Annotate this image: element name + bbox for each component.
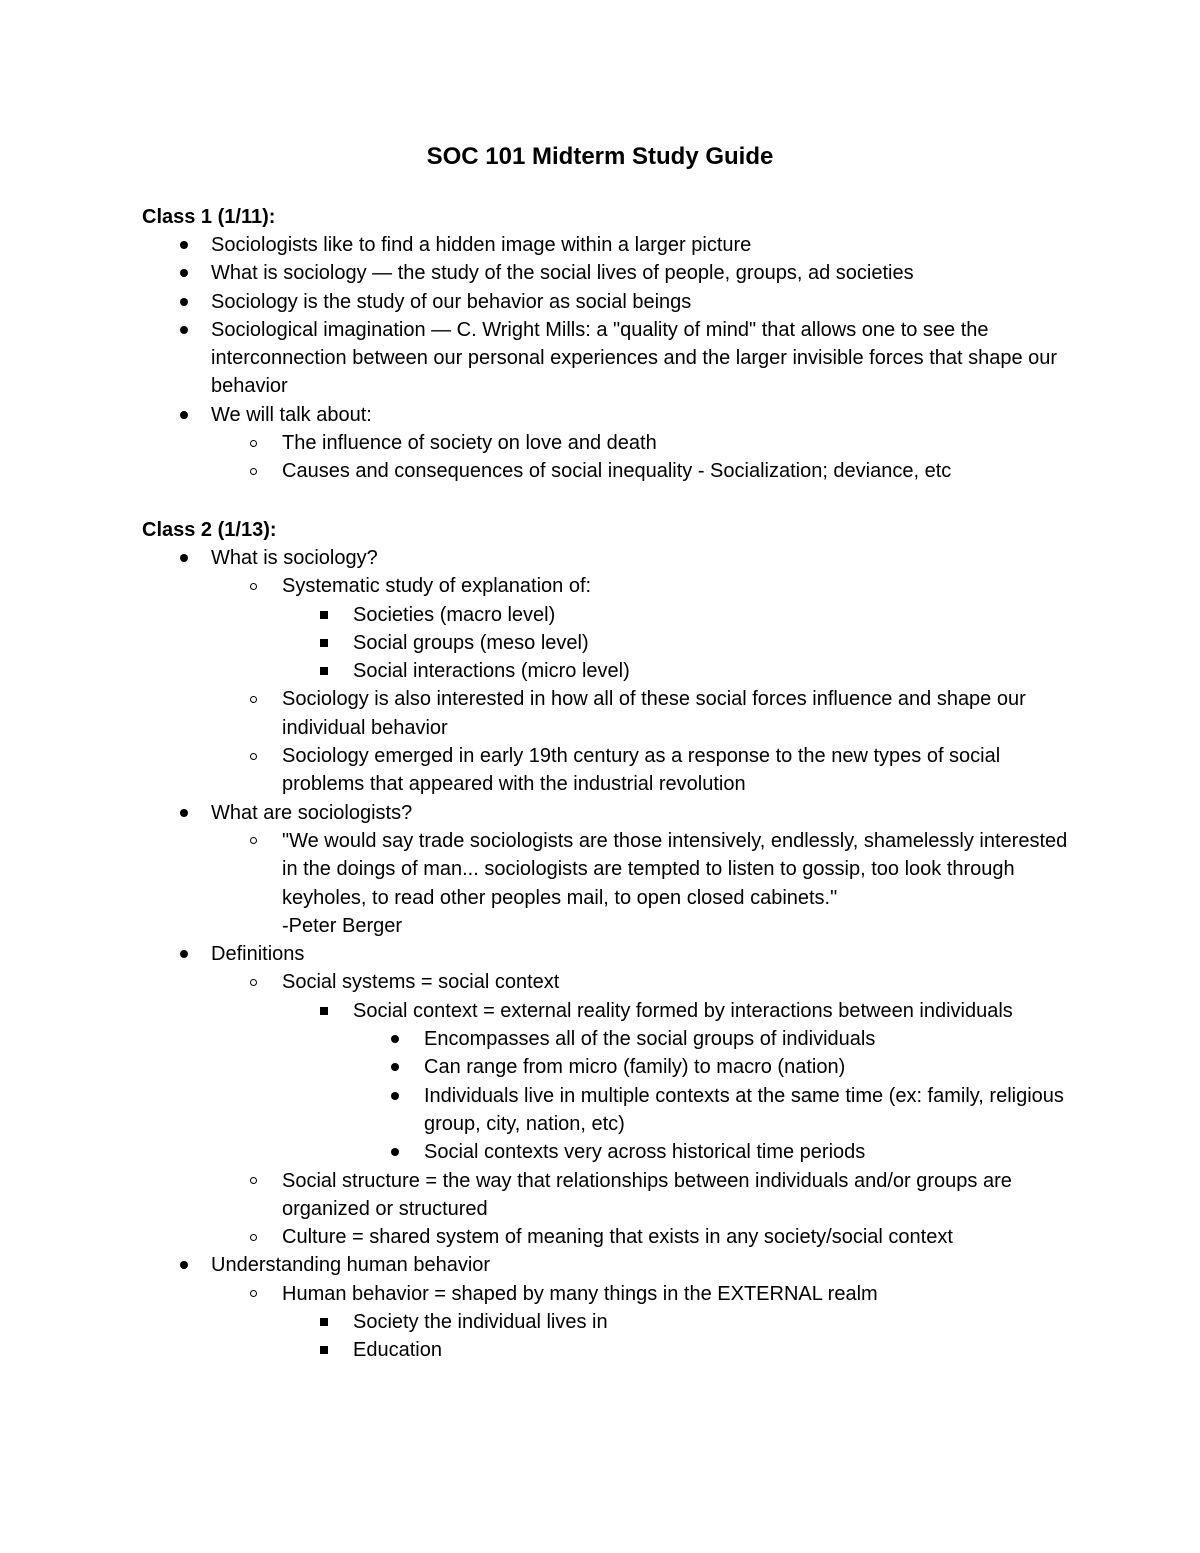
bullet-square-icon [320, 1346, 328, 1354]
list-item: What are sociologists? "We would say trade sociologists are those intensively, endlessly, shamelessly interested in the doings of man... sociologists are tempted to listen to gossip, too look through keyholes, to read other peoples mail, to open closed cabinets." -Peter Berger [142, 799, 1072, 940]
list-item: Social context = external reality formed by interactions between individuals Encompasses all of the social groups of individuals Can range from micro (family) to macro (nation) Individuals live in multiple contexts at the same time (ex: family, religious group, city, nation, etc) Social contexts very across historical time periods [282, 997, 1072, 1167]
bullet-dot-icon [391, 1063, 399, 1071]
bullet-dot-icon [180, 411, 188, 419]
bullet-square-icon [320, 611, 328, 619]
bullet-dot-icon [180, 950, 188, 958]
bullet-dot-icon [391, 1092, 399, 1100]
bullet-circle-icon [250, 837, 257, 844]
list-item: Definitions Social systems = social context Social context = external reality formed by interactions between individuals Encompasses all of the social groups of individuals Can range from micro (family) to macro (nation) Individuals live in multiple contexts at the same time (ex: family, religious group, city, nation, etc) Social contexts very across historical time periods Social structure = the way that relationships between individuals and/or groups are organized or structured Culture = shared system of meaning that exists in any society/social context [142, 940, 1072, 1251]
list-item: Social interactions (micro level) [282, 657, 1072, 685]
list-item: Social structure = the way that relationships between individuals and/or groups are organized or structured [211, 1167, 1072, 1224]
list-item: Human behavior = shaped by many things in the EXTERNAL realm Society the individual lives in Education [211, 1280, 1072, 1365]
bullet-square-icon [320, 667, 328, 675]
list-item: Society the individual lives in [282, 1308, 1072, 1336]
list-item: Systematic study of explanation of: Societies (macro level) Social groups (meso level) Social interactions (micro level) [211, 572, 1072, 685]
list-item: What is sociology? Systematic study of explanation of: Societies (macro level) Social groups (meso level) Social interactions (micro level) Sociology is also interested in how all of these social forces influence and shape our individual behavior Sociology emerged in early 19th century as a response to the new types of social problems that appeared with the industrial revolution [142, 544, 1072, 799]
list-item: Sociology emerged in early 19th century as a response to the new types of social problems that appeared with the industrial revolution [211, 742, 1072, 799]
class-1-heading: Class 1 (1/11): [142, 206, 276, 228]
list-item: Social groups (meso level) [282, 629, 1072, 657]
list-item: Social systems = social context Social context = external reality formed by interactions between individuals Encompasses all of the social groups of individuals Can range from micro (family) to macro (nation) Individuals live in multiple contexts at the same time (ex: family, religious group, city, nation, etc) Social contexts very across historical time periods [211, 968, 1072, 1166]
bullet-dot-icon [180, 298, 188, 306]
list-item: Sociology is also interested in how all of these social forces influence and shape our individual behavior [211, 685, 1072, 742]
bullet-square-icon [320, 1007, 328, 1015]
bullet-circle-icon [250, 583, 257, 590]
list-item: We will talk about: The influence of society on love and death Causes and consequences of social inequality - Socialization; deviance, etc [142, 401, 1072, 486]
list-item: Encompasses all of the social groups of individuals [353, 1025, 1072, 1053]
class-1-list [142, 231, 1072, 486]
bullet-circle-icon [250, 1234, 257, 1241]
list-item: Sociological imagination — C. Wright Mills: a "quality of mind" that allows one to see the interconnection between our personal experiences and the larger invisible forces that shape our behavior [142, 316, 1072, 401]
list-item: Sociologists like to find a hidden image within a larger picture [142, 231, 1072, 259]
bullet-dot-icon [180, 1261, 188, 1269]
list-item: What is sociology — the study of the social lives of people, groups, ad societies [142, 259, 1072, 287]
list-item: Education [282, 1336, 1072, 1364]
bullet-square-icon [320, 639, 328, 647]
list-item: "We would say trade sociologists are those intensively, endlessly, shamelessly interested in the doings of man... sociologists are tempted to listen to gossip, too look through keyholes, to read other peoples mail, to open closed cabinets." -Peter Berger [211, 827, 1072, 940]
list-item: Culture = shared system of meaning that exists in any society/social context [211, 1223, 1072, 1251]
bullet-dot-icon [391, 1035, 399, 1043]
list-item: Sociology is the study of our behavior as social beings [142, 288, 1072, 316]
bullet-circle-icon [250, 468, 257, 475]
quote-author: -Peter Berger [282, 914, 403, 937]
bullet-circle-icon [250, 753, 257, 760]
list-item: Causes and consequences of social inequality - Socialization; deviance, etc [211, 457, 1072, 485]
bullet-dot-icon [180, 269, 188, 277]
bullet-dot-icon [180, 241, 188, 249]
list-item: The influence of society on love and death [211, 429, 1072, 457]
bullet-dot-icon [180, 326, 188, 334]
list-item: Can range from micro (family) to macro (nation) [353, 1053, 1072, 1081]
list-item: Social contexts very across historical time periods [353, 1138, 1072, 1166]
class-1-section [142, 203, 1072, 486]
class-2-section [142, 516, 1072, 1365]
bullet-dot-icon [180, 554, 188, 562]
bullet-circle-icon [250, 696, 257, 703]
page-title: SOC 101 Midterm Study Guide [426, 143, 774, 170]
list-item: Individuals live in multiple contexts at the same time (ex: family, religious group, city, nation, etc) [353, 1082, 1072, 1139]
list-item: Understanding human behavior Human behavior = shaped by many things in the EXTERNAL realm Society the individual lives in Education [142, 1251, 1072, 1364]
list-item: Societies (macro level) [282, 601, 1072, 629]
bullet-dot-icon [180, 809, 188, 817]
bullet-circle-icon [250, 1290, 257, 1297]
bullet-circle-icon [250, 1177, 257, 1184]
class-2-list [142, 544, 1072, 1365]
bullet-dot-icon [391, 1148, 399, 1156]
bullet-square-icon [320, 1318, 328, 1326]
bullet-circle-icon [250, 979, 257, 986]
class-2-heading: Class 2 (1/13): [142, 519, 277, 541]
bullet-circle-icon [250, 440, 257, 447]
